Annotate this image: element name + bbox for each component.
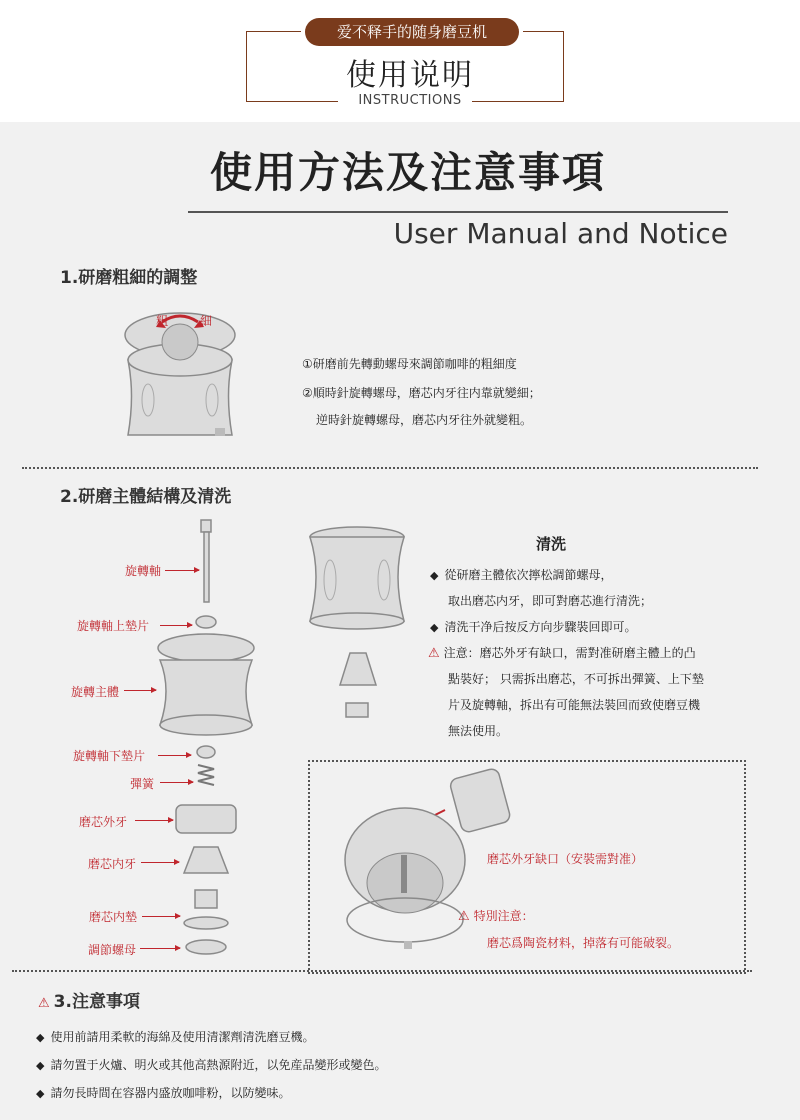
part-label-upper-washer: 旋轉軸上墊片 xyxy=(77,619,150,633)
part-label-shaft: 旋轉軸 xyxy=(125,564,162,578)
diamond-bullet-icon: ◆ xyxy=(36,1059,45,1072)
notice-item-2: ◆ 請勿置于火爐、明火或其他高熱源附近，以免産品變形或變色。 xyxy=(36,1058,387,1072)
section1-title: 1.研磨粗細的調整 xyxy=(60,268,198,288)
notice-item-3: ◆ 請勿長時間在容器内盛放咖啡粉，以防變味。 xyxy=(36,1086,291,1100)
page-subtitle: INSTRUCTIONS xyxy=(358,93,462,108)
adjust-line-2: ②順時針旋轉螺母，磨芯内牙往内靠就變細； xyxy=(302,386,541,400)
label-fine: 細 xyxy=(200,314,213,328)
cleaning-note: ⚠ 注意：磨芯外牙有缺口，需對准研磨主體上的凸 xyxy=(428,646,696,661)
cleaning-illustration xyxy=(300,525,415,725)
cleaning-note-line-2: 點裝好； 只需拆出磨芯，不可拆出彈簧、上下墊 xyxy=(448,672,704,686)
warning-triangle-icon: ⚠ xyxy=(38,996,50,1011)
warning-triangle-icon: ⚠ xyxy=(428,646,440,661)
cleaning-item-2: ◆ 清洗干净后按反方向步驟裝回即可。 xyxy=(430,620,637,634)
diamond-bullet-icon: ◆ xyxy=(430,621,439,634)
title-rule xyxy=(188,211,728,213)
section2-title: 2.研磨主體結構及清洗 xyxy=(60,487,232,507)
cleaning-title: 清洗 xyxy=(536,535,567,553)
part-arrow-main-body xyxy=(124,690,156,691)
notch-label: 磨芯外牙缺口（安裝需對准） xyxy=(487,852,644,866)
part-arrow-spring xyxy=(160,782,193,783)
header-banner xyxy=(0,0,800,122)
part-arrow-inner-burr xyxy=(141,862,179,863)
part-label-inner-pad: 磨芯内墊 xyxy=(89,910,138,924)
section-divider-1 xyxy=(22,467,758,469)
page-title: 使用说明 xyxy=(346,58,474,93)
part-label-inner-burr: 磨芯内牙 xyxy=(88,857,137,871)
exploded-parts-illustration xyxy=(150,515,260,960)
header-line-left-top xyxy=(246,31,301,32)
part-label-spring: 彈簧 xyxy=(130,777,155,791)
part-arrow-lower-washer xyxy=(158,755,191,756)
part-label-adjust-nut: 調節螺母 xyxy=(88,943,137,957)
header-line-left-vertical xyxy=(246,31,247,101)
adjust-line-1: ①研磨前先轉動螺母來調節咖啡的粗細度 xyxy=(302,357,517,371)
part-label-lower-washer: 旋轉軸下墊片 xyxy=(73,749,146,763)
warning-triangle-icon: ⚠ xyxy=(458,909,470,924)
diamond-bullet-icon: ◆ xyxy=(430,569,439,582)
part-arrow-inner-pad xyxy=(142,916,180,917)
special-notice-text: 磨芯爲陶瓷材料，掉落有可能破裂。 xyxy=(487,936,680,950)
manual-title: 使用方法及注意事項 xyxy=(209,148,606,197)
section-divider-2 xyxy=(12,970,752,972)
cleaning-item-1: ◆ 從研磨主體依次擰松調節螺母， xyxy=(430,568,613,582)
cleaning-note-line-3: 片及旋轉軸，拆出有可能無法裝回而致使磨豆機 xyxy=(448,698,701,712)
part-arrow-outer-burr xyxy=(135,820,173,821)
diamond-bullet-icon: ◆ xyxy=(36,1031,45,1044)
part-arrow-upper-washer xyxy=(160,625,192,626)
header-line-right-top xyxy=(523,31,564,32)
adjust-line-3: 逆時針旋轉螺母，磨芯内牙往外就變粗。 xyxy=(316,413,533,427)
part-arrow-shaft xyxy=(165,570,199,571)
manual-title-en: User Manual and Notice xyxy=(393,217,728,250)
header-line-right-vertical xyxy=(563,31,564,101)
label-coarse: 粗 xyxy=(156,314,169,328)
part-arrow-adjust-nut xyxy=(140,948,180,949)
part-label-main-body: 旋轉主體 xyxy=(71,685,120,699)
part-label-outer-burr: 磨芯外牙 xyxy=(79,815,128,829)
section3-title: ⚠ 3.注意事項 xyxy=(38,992,140,1012)
cleaning-item-1-cont: 取出磨芯内牙，即可對磨芯進行清洗； xyxy=(448,594,653,608)
diamond-bullet-icon: ◆ xyxy=(36,1087,45,1100)
special-notice-title: ⚠ 特別注意： xyxy=(458,909,534,924)
notice-item-1: ◆ 使用前請用柔軟的海綿及使用清潔劑清洗磨豆機。 xyxy=(36,1030,315,1044)
cleaning-note-line-4: 無法使用。 xyxy=(448,724,509,738)
header-pill: 爱不释手的随身磨豆机 xyxy=(305,18,519,46)
grinder-adjust-illustration xyxy=(110,300,250,450)
